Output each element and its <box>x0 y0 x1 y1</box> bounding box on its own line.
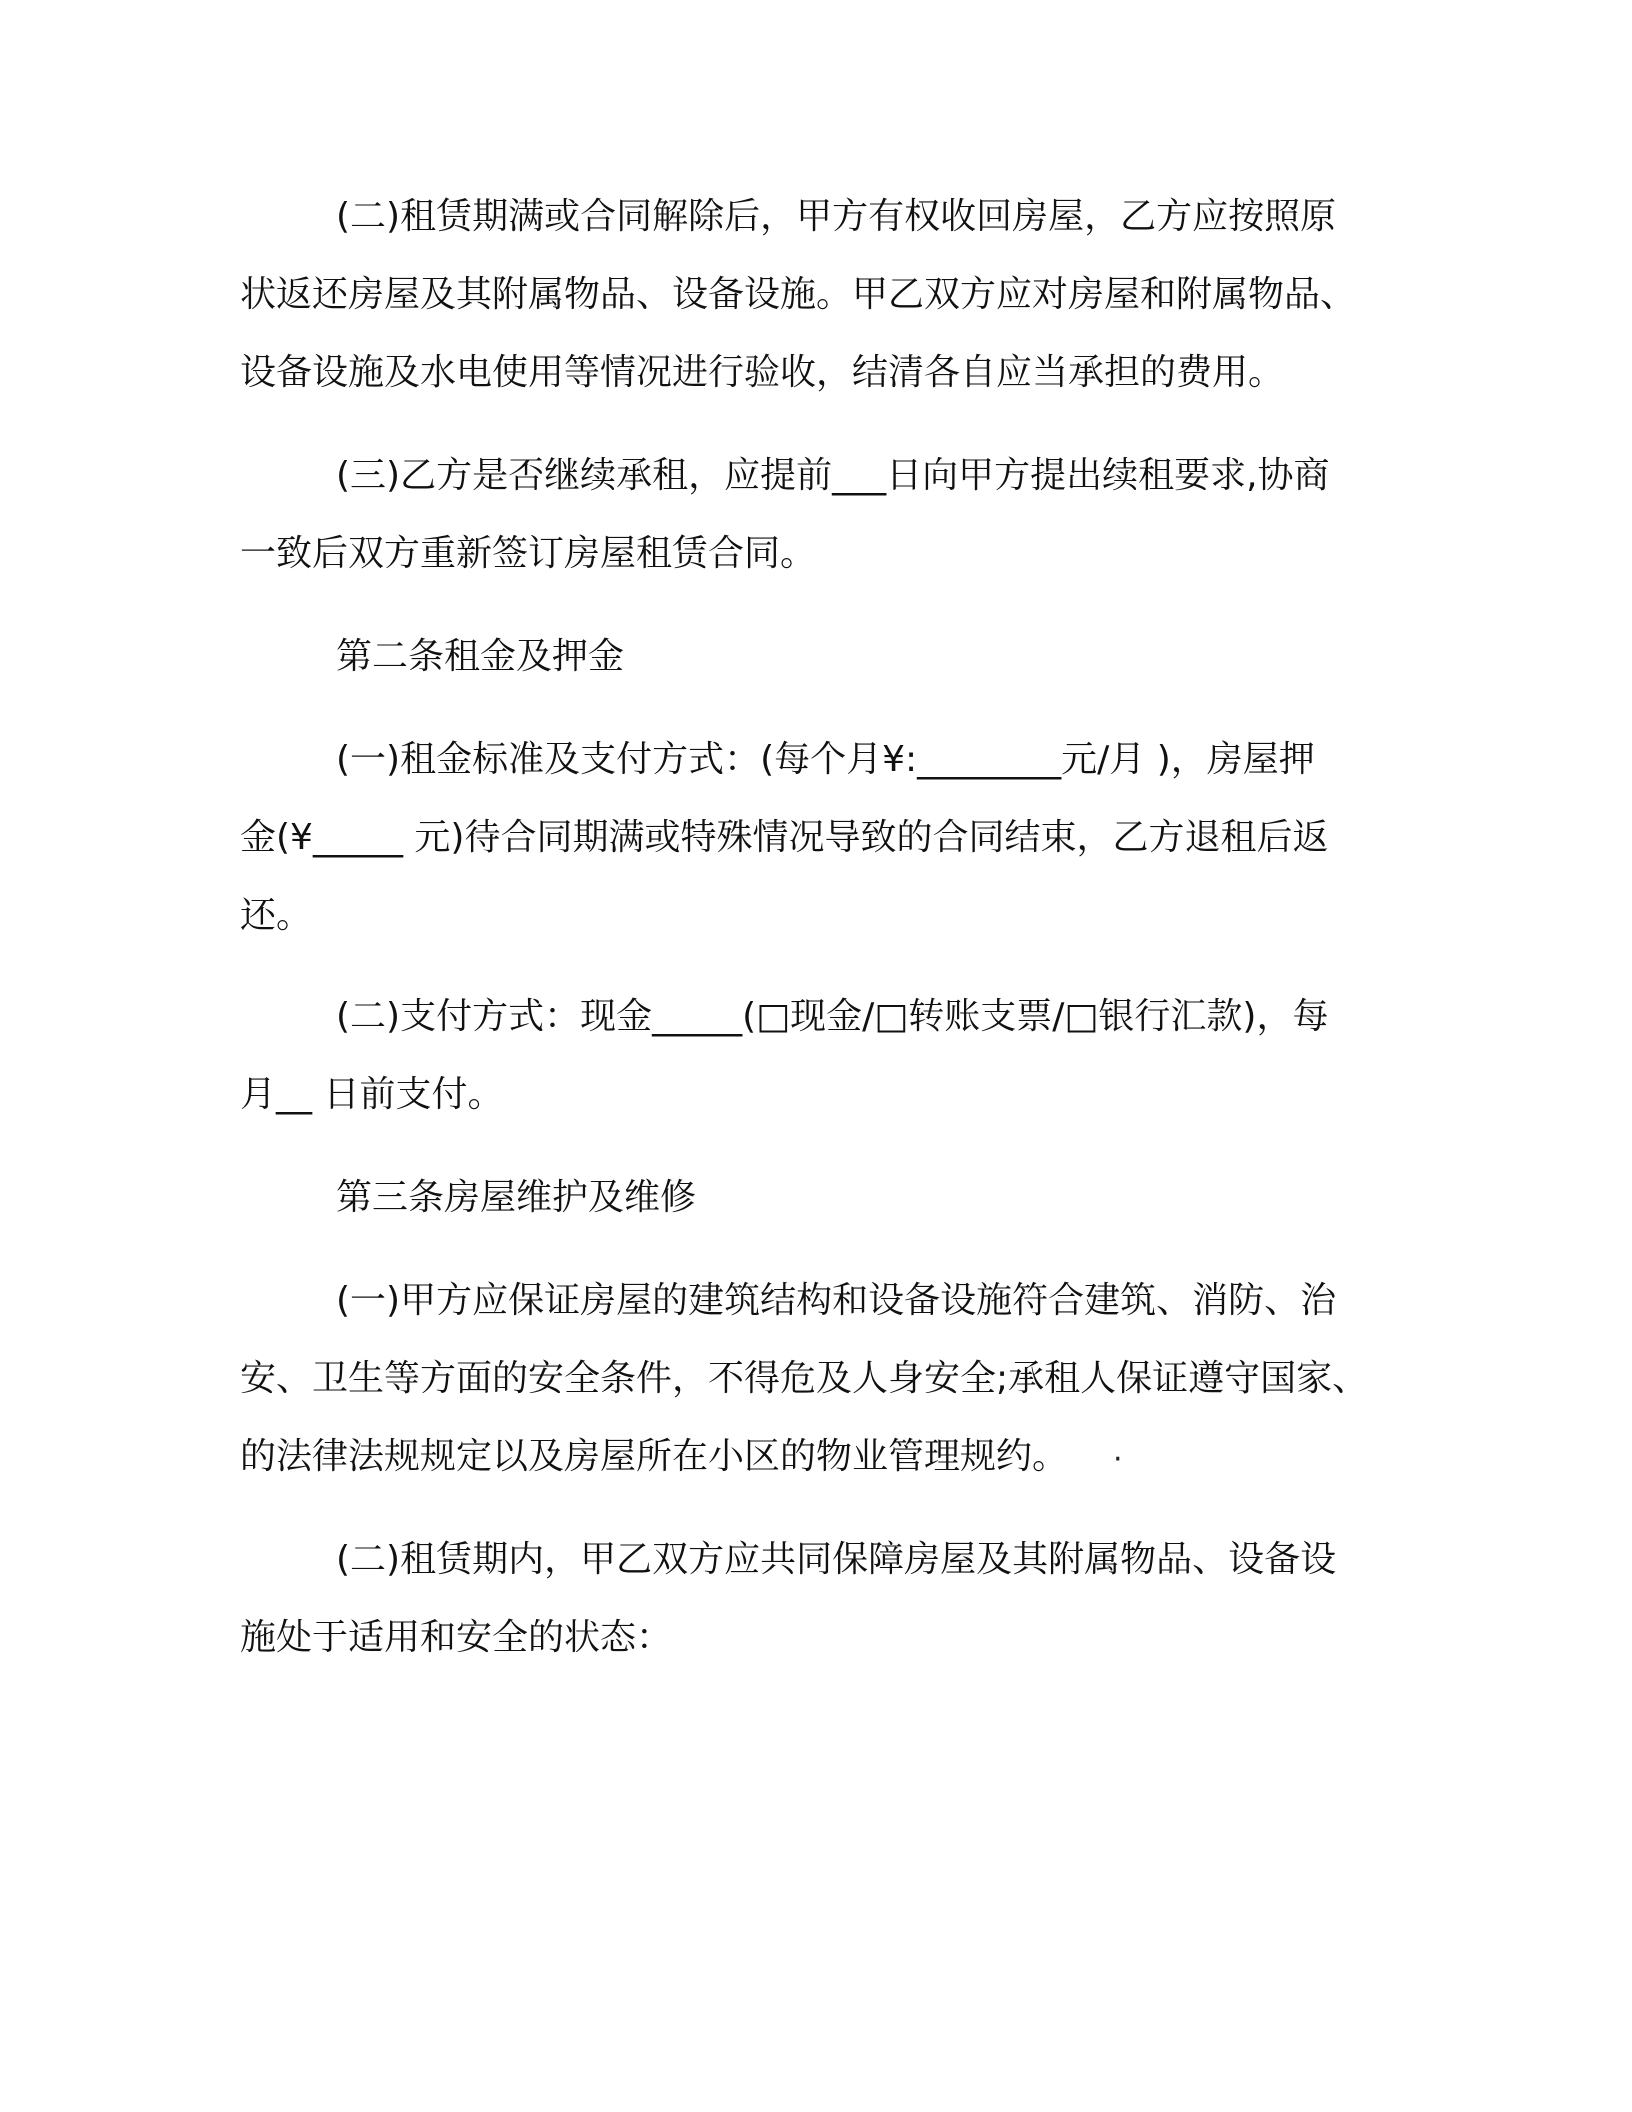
paragraph-lease-renewal <box>240 437 1410 593</box>
section-heading-maintenance <box>240 1159 1410 1237</box>
paragraph-line: 金(¥_____ 元)待合同期满或特殊情况导致的合同结束，乙方退租后返 <box>240 817 1329 858</box>
paragraph-line: 设备设施及水电使用等情况进行验收，结清各自应当承担的费用。 <box>240 352 1285 393</box>
paragraph-line: 还。 <box>240 895 313 936</box>
section-heading-rent-deposit <box>240 618 1410 696</box>
paragraph-line: 安、卫生等方面的安全条件，不得危及人身安全;承租人保证遵守国家、 <box>240 1358 1369 1399</box>
paragraph-joint-maintenance <box>240 1521 1410 1677</box>
paragraph-line: 的法律法规规定以及房屋所在小区的物业管理规约。 <box>240 1436 1069 1477</box>
paragraph-lease-expiry-return <box>240 178 1410 412</box>
paragraph-line: (一)租金标准及支付方式：(每个月¥:________元/月 )，房屋押 <box>336 739 1315 780</box>
paragraph-line: 施处于适用和安全的状态： <box>240 1617 673 1658</box>
paragraph-building-safety <box>240 1262 1410 1496</box>
section-heading-text: 第二条租金及押金 <box>336 636 625 677</box>
paragraph-line: (二)租赁期内，甲乙双方应共同保障房屋及其附属物品、设备设 <box>336 1539 1337 1580</box>
paragraph-line: 状返还房屋及其附属物品、设备设施。甲乙双方应对房屋和附属物品、 <box>240 274 1357 315</box>
paragraph-payment-method <box>240 978 1410 1134</box>
paragraph-line: 月__ 日前支付。 <box>240 1074 504 1115</box>
stray-mark: · <box>1113 1442 1123 1477</box>
paragraph-line: (三)乙方是否继续承租，应提前___日向甲方提出续租要求,协商 <box>336 455 1330 496</box>
paragraph-line: (一)甲方应保证房屋的建筑结构和设备设施符合建筑、消防、治 <box>336 1280 1337 1321</box>
paragraph-line: 一致后双方重新签订房屋租赁合同。 <box>240 533 817 574</box>
paragraph-rent-standard <box>240 721 1410 955</box>
section-heading-text: 第三条房屋维护及维修 <box>336 1177 697 1218</box>
paragraph-line: (二)租赁期满或合同解除后，甲方有权收回房屋，乙方应按照原 <box>336 196 1337 237</box>
paragraph-line: (二)支付方式：现金_____(□现金/□转账支票/□银行汇款)，每 <box>336 996 1329 1037</box>
